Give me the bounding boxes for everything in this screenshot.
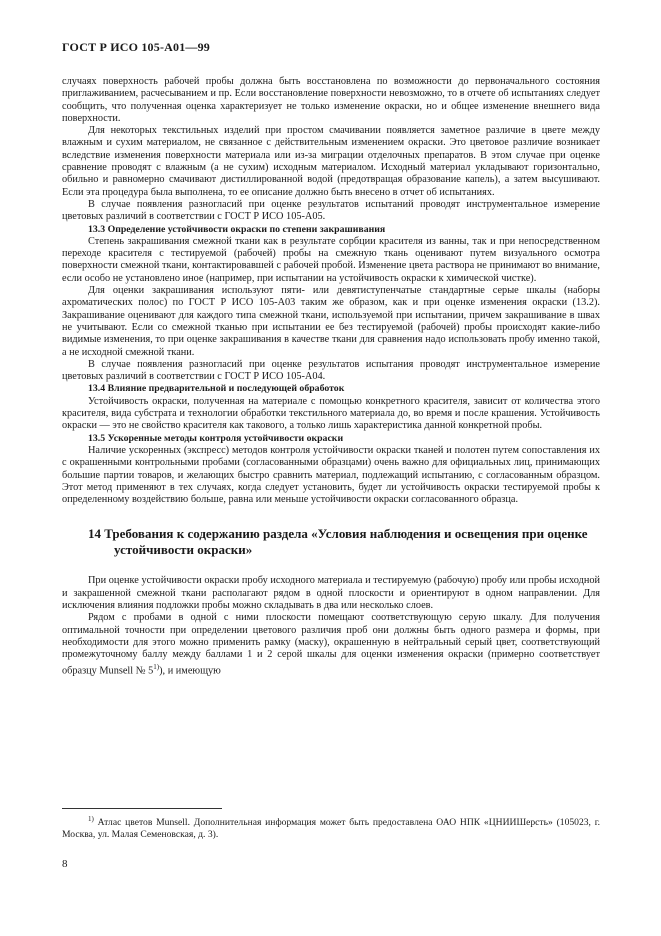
paragraph [62, 612, 600, 678]
footnote-reference: 1) [153, 663, 160, 672]
page-number: 8 [62, 858, 68, 870]
paragraph: В случае появления разногласий при оценке результатов испытаний проводят инструментальное измерение цветовых различий в соответствии с ГОСТ Р ИСО 105-A05. [62, 198, 600, 223]
paragraph: Для некоторых текстильных изделий при простом смачивании появляется заметное различие в цвете между влажным и сухим материалом, не связанное с действительным изменением окраски. Это цветовое различие возникает вследствие изменения поверхности материала или из-за миграции отделочных препаратов. В этом случае при оценке сравнение проводят с влажным (а не сухим) исходным материалом. Исходный материал укладывают горизонтально, обильно и равномерно смачивают дистиллированной водой (предотвращая образование капель), а затем высушивают. Если эта процедура была выполнена, то ее описание должно быть внесено в отчет об испытаниях. [62, 125, 600, 198]
paragraph: случаях поверхность рабочей пробы должна быть восстановлена по возможности до первоначального состояния приглаживанием, расчесыванием и пр. Если восстановление поверхности невозможно, то в отчете об испытаниях следует сообщить, что полученная оценка характеризует не только изменение окраски, но и общее изменение внешнего вида поверхности. [62, 76, 600, 124]
subsection-heading-13-3: 13.3 Определение устойчивости окраски по степени закрашивания [88, 223, 386, 235]
paragraph: Степень закрашивания смежной ткани как в результате сорбции красителя из ванны, так и при непосредственном переходе красителя с тестируемой (рабочей) пробы на смежную ткань оценивают путем визуального осмотра поверхности смежной ткани, контактировавшей с рабочей пробой. Изменение цвета раствора не принимают во внимание, если особо не установлено иное (например, при испытании на устойчивость окраски к химической чистке). [62, 235, 600, 284]
paragraph: Для оценки закрашивания используют пяти- или девятиступенчатые стандартные серые шкалы (наборы ахроматических полос) по ГОСТ Р ИСО 105-A03 таким же образом, как и при оценке изменения окраски (13.2). Закрашивание оценивают для каждого типа смежной ткани, используемой при испытании, причем закрашивание в швах не учитывают. Если со смежной тканью при испытании ее без тестируемой (рабочей) пробы происходят какие-либо видимые изменения, то при оценке закрашивания в качестве ткани для сравнения надо использовать пробу именно такой, а не исходной смежной ткани. [62, 285, 600, 358]
standard-code-header: ГОСТ Р ИСО 105-A01—99 [62, 40, 211, 54]
paragraph-text: ), и имеющую [159, 665, 221, 677]
subsection-heading-13-4: 13.4 Влияние предварительной и последующей обработок [88, 383, 345, 395]
subsection-heading-13-5: 13.5 Ускоренные методы контроля устойчивости окраски [88, 432, 344, 444]
paragraph: В случае появления разногласий при оценке результатов испытания проводят инструментальное измерение цветовых различий в соответствии с ГОСТ Р ИСО 105-A04. [62, 358, 600, 383]
paragraph: Наличие ускоренных (экспресс) методов контроля устойчивости окраски тканей и полотен путем сопоставления их с окрашенными контрольными пробами (согласованными образцами) очень важно для официальных лиц, принимающих большие партии товаров, и желающих быстро сравнить материал, подлежащий испытанию, с согласованным образцом. Этот метод применяют в тех случаях, когда следует установить, будет ли устойчивость окраски тестируемой пробы к определенному воздействию больше, равна или меньше устойчивости окраски согласованного образца. [62, 444, 600, 506]
footnote-marker: 1) [88, 815, 94, 823]
paragraph: При оценке устойчивости окраски пробу исходного материала и тестируемую (рабочую) пробу или пробы исходной и закрашенной смежной ткани располагают рядом в одной плоскости и ориентируют в одном направлении. Для исключения влияния подложки пробы можно складывать в два или несколько слоев. [62, 575, 600, 611]
paragraph-text: Рядом с пробами в одной с ними плоскости помещают соответствующую серую шкалу. Для получения оптимальной точности при определении цветового различия проб они должны быть одного размера и формы, при необходимости для этого можно применить рамку (маску), окрашенную в нейтральный серый цвет, соответствующий промежуточному баллу между баллами 1 и 2 серой шкалы для оценки изменения окраски (примерно соответствует образцу Munsell № 5 [62, 612, 600, 677]
section-heading-14: 14 Требования к содержанию раздела «Условия наблюдения и освещения при оценке устойчивости окраски» [88, 526, 588, 557]
footnote [62, 813, 600, 841]
paragraph: Устойчивость окраски, полученная на материале с помощью конкретного красителя, зависит от количества этого красителя, вида субстрата и технологии обработки текстильного материала до, во время и после крашения. Устойчивость окраски — это не свойство красителя как такового, а только лишь характеристика данной конкретной пробы. [62, 395, 600, 432]
document-body [62, 76, 600, 678]
footnote-divider [62, 808, 222, 809]
footnote-text: Атлас цветов Munsell. Дополнительная информация может быть предоставлена ОАО НПК «ЦНИИШерсть» (105023, г. Москва, ул. Малая Семеновская, д. 3). [62, 817, 600, 841]
